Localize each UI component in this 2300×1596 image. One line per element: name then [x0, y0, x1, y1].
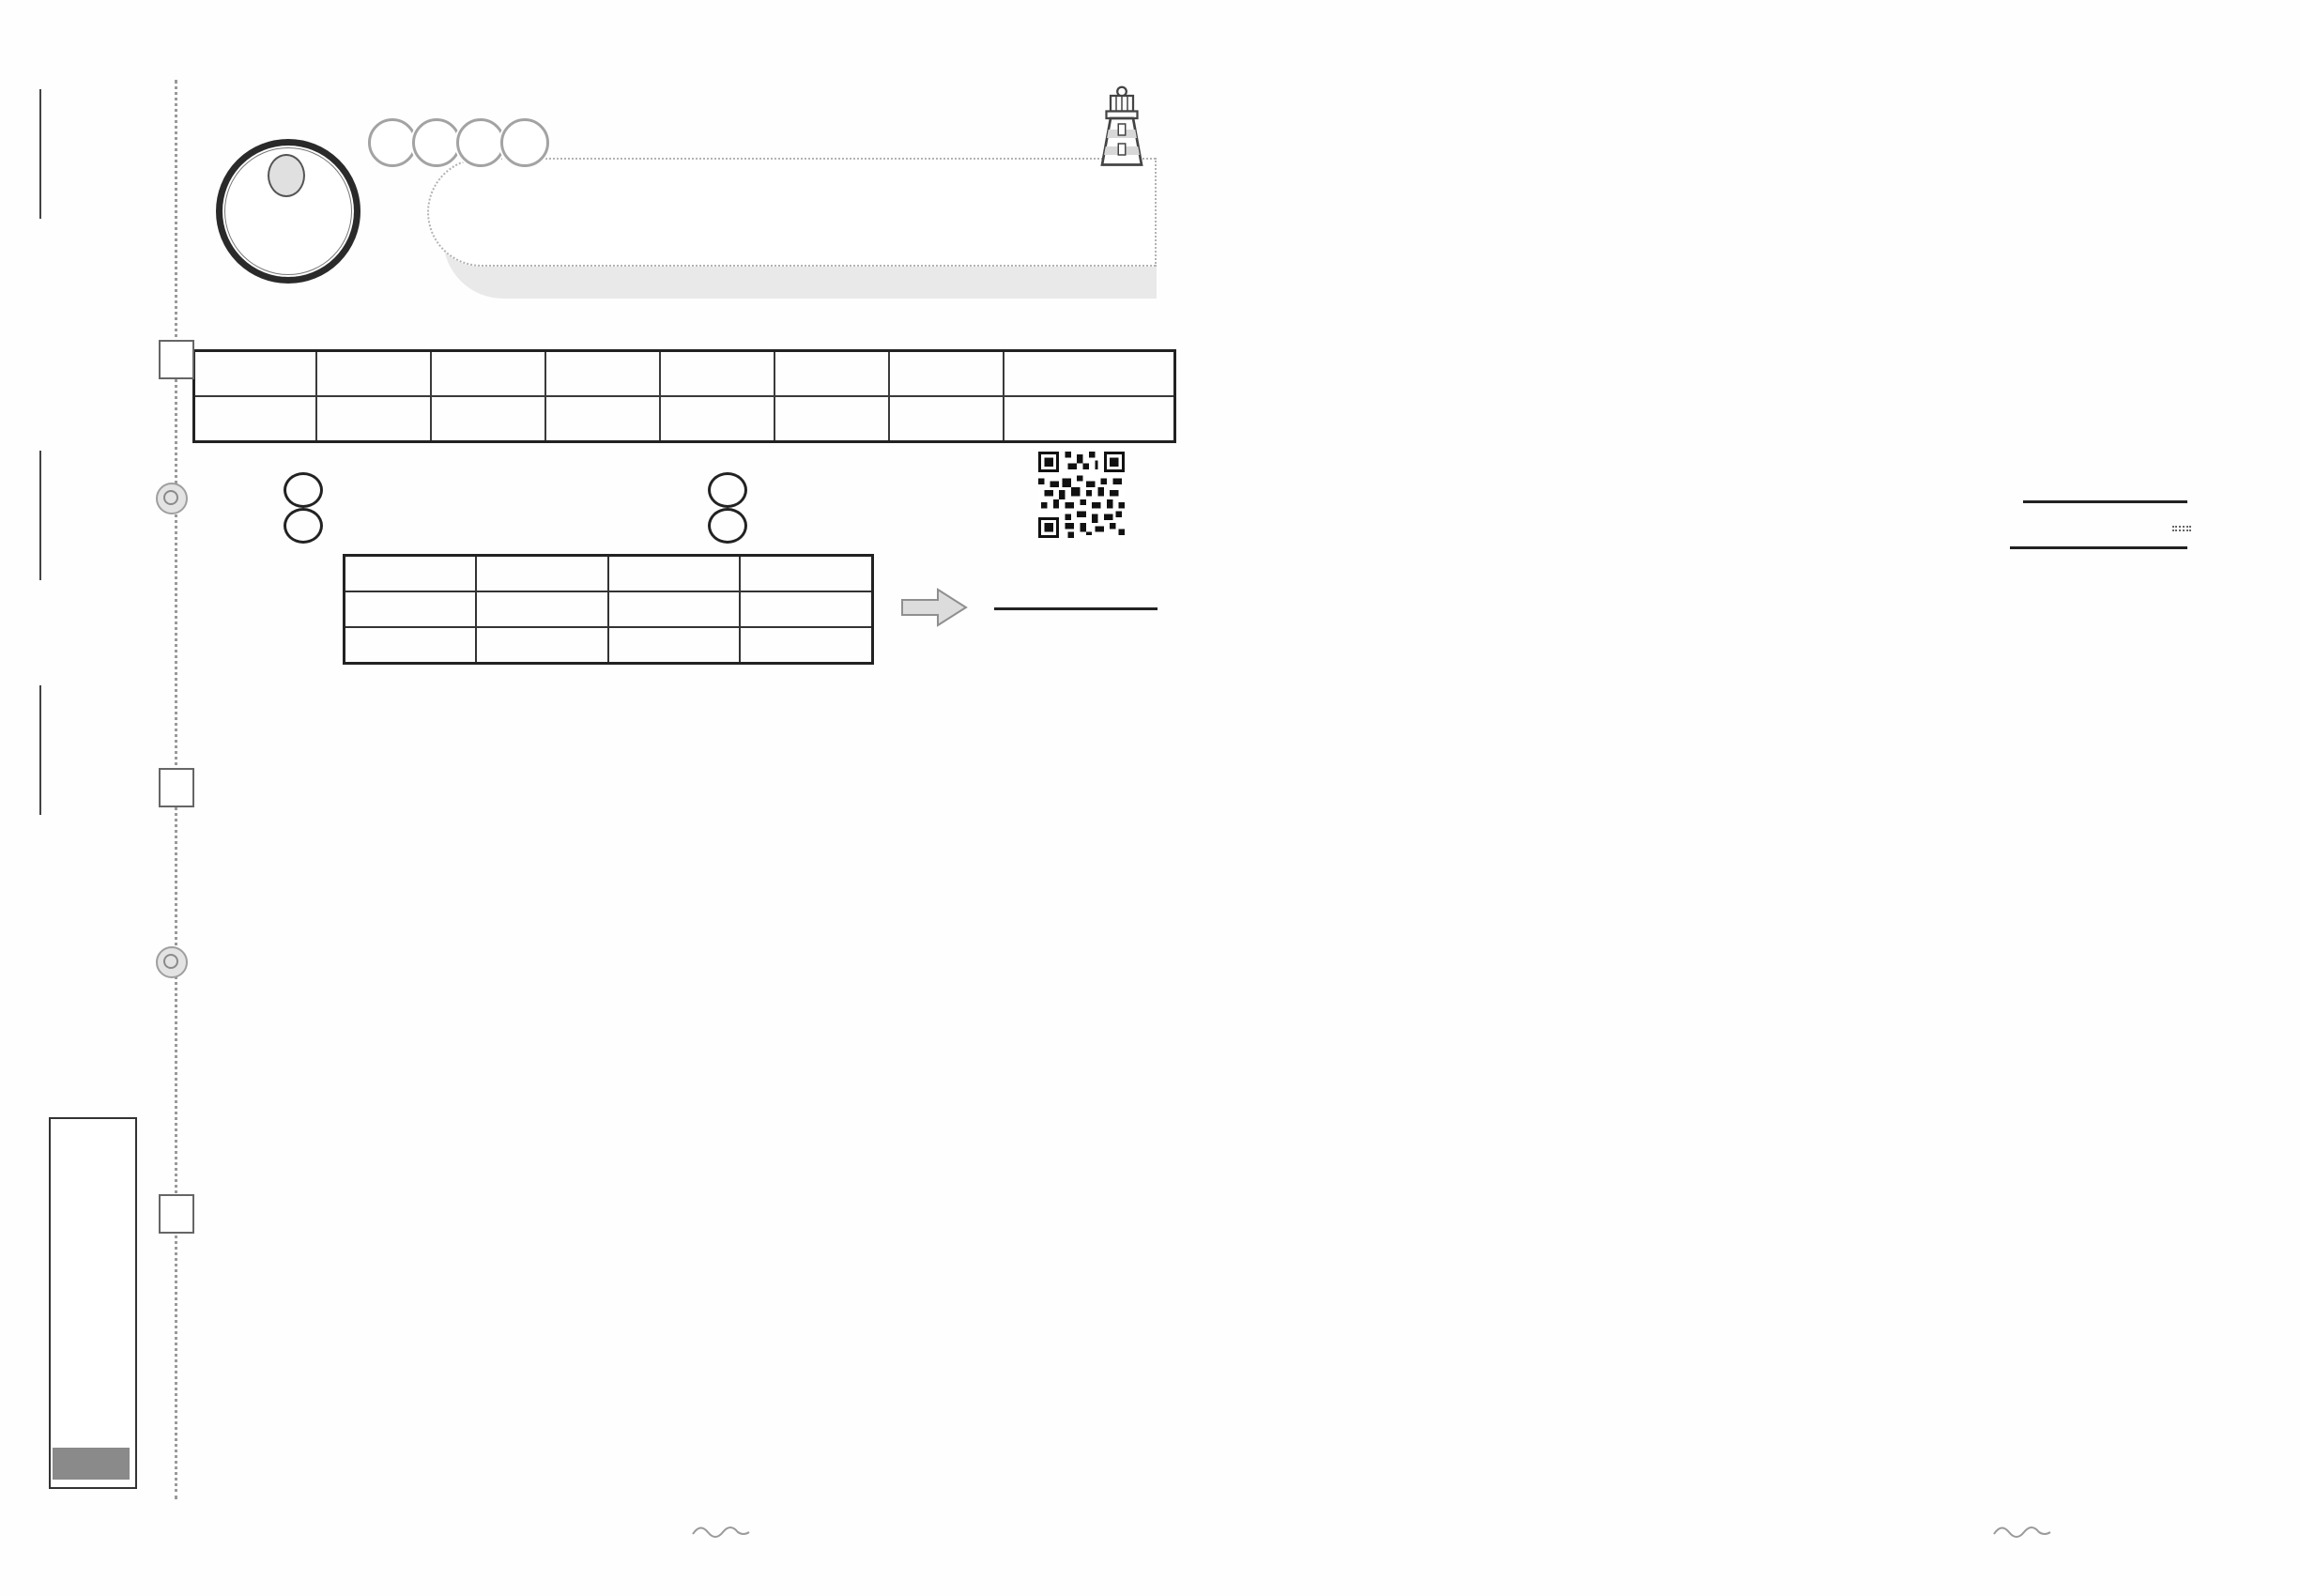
- table-row: [345, 556, 873, 592]
- publisher-logo: [214, 111, 355, 284]
- choice-q4-options: [1277, 192, 2185, 229]
- comparison: [697, 472, 759, 508]
- class-blank-line: [39, 451, 41, 580]
- series-badge: [368, 118, 544, 167]
- compare-circle: [284, 508, 323, 544]
- score-header-cell: [545, 351, 660, 397]
- choice-q5-options: [1277, 229, 2185, 267]
- swirl-icon: [156, 946, 188, 978]
- seal-char-box: [159, 768, 194, 807]
- compare-circle: [284, 472, 323, 508]
- seal-char-box: [159, 340, 194, 379]
- arrow-icon: [900, 586, 968, 634]
- table-row: [345, 591, 873, 627]
- title-banner: [427, 158, 1157, 267]
- q8-blank-cell: [608, 627, 740, 664]
- table-row: [345, 627, 873, 664]
- badge-char: [500, 118, 549, 167]
- score-label-cell: [194, 396, 317, 442]
- badge-char: [368, 118, 417, 167]
- score-header-cell: [194, 351, 317, 397]
- addition-line: [994, 603, 1158, 610]
- table-row: [194, 396, 1175, 442]
- q8-header-cell: [476, 556, 607, 592]
- choice-q1-options: [1277, 116, 2185, 154]
- score-blank-cell: [545, 396, 660, 442]
- score-header-cell: [431, 351, 545, 397]
- q8-blank-cell: [476, 627, 607, 664]
- score-header-cell: [316, 351, 431, 397]
- score-table: [192, 349, 1176, 443]
- badge-char: [456, 118, 505, 167]
- badge-char: [412, 118, 461, 167]
- q8-blank-cell: [740, 591, 872, 627]
- lighthouse-icon: [1085, 83, 1158, 176]
- partial-product-2-row: [2023, 503, 2187, 543]
- q8-header-cell: [740, 556, 872, 592]
- score-header-cell: [660, 351, 774, 397]
- right-page-content: [1277, 103, 2185, 282]
- q8-addition-stack: [994, 460, 1158, 759]
- score-blank-cell: [316, 396, 431, 442]
- q8-row-label: [345, 591, 477, 627]
- compare-circle: [708, 508, 747, 544]
- fill-q8-work-area: [343, 553, 1158, 666]
- comparison: [697, 508, 759, 544]
- score-header-cell: [774, 351, 889, 397]
- dotted-box-step: [2172, 526, 2191, 531]
- sum-rule: [2010, 546, 2187, 549]
- q8-blank-cell: [476, 591, 607, 627]
- score-blank-cell: [889, 396, 1004, 442]
- score-blank-cell: [1004, 396, 1175, 442]
- swirl-icon: [156, 483, 188, 514]
- choice-q3-options: [1277, 154, 2185, 192]
- score-blank-cell: [660, 396, 774, 442]
- score-header-cell: [1004, 351, 1175, 397]
- notice-title-badge: [53, 1448, 130, 1480]
- q8-header-cell: [608, 556, 740, 592]
- comparison: [272, 472, 697, 508]
- notice-content: [51, 1123, 131, 1480]
- addition-result: [994, 682, 1158, 687]
- comparison: [272, 508, 697, 544]
- q8-header-cell: [345, 556, 477, 592]
- page-squiggle: [1992, 1521, 2052, 1546]
- fill-q8-table: [343, 554, 874, 665]
- q8-blank-cell: [740, 627, 872, 664]
- edition-line: [809, 98, 822, 125]
- school-blank-line: [39, 685, 41, 815]
- score-header-cell: [889, 351, 1004, 397]
- vertical-multiplication: [2023, 498, 2187, 553]
- table-row: [194, 351, 1175, 397]
- q8-blank-cell: [608, 591, 740, 627]
- left-page-content: [192, 472, 1158, 673]
- page-squiggle: [691, 1521, 751, 1546]
- portrait-icon: [268, 154, 305, 197]
- q8-row-label: [345, 627, 477, 664]
- name-blank-line: [39, 89, 41, 219]
- seal-char-box: [159, 1194, 194, 1234]
- score-blank-cell: [431, 396, 545, 442]
- score-blank-cell: [774, 396, 889, 442]
- compare-circle: [708, 472, 747, 508]
